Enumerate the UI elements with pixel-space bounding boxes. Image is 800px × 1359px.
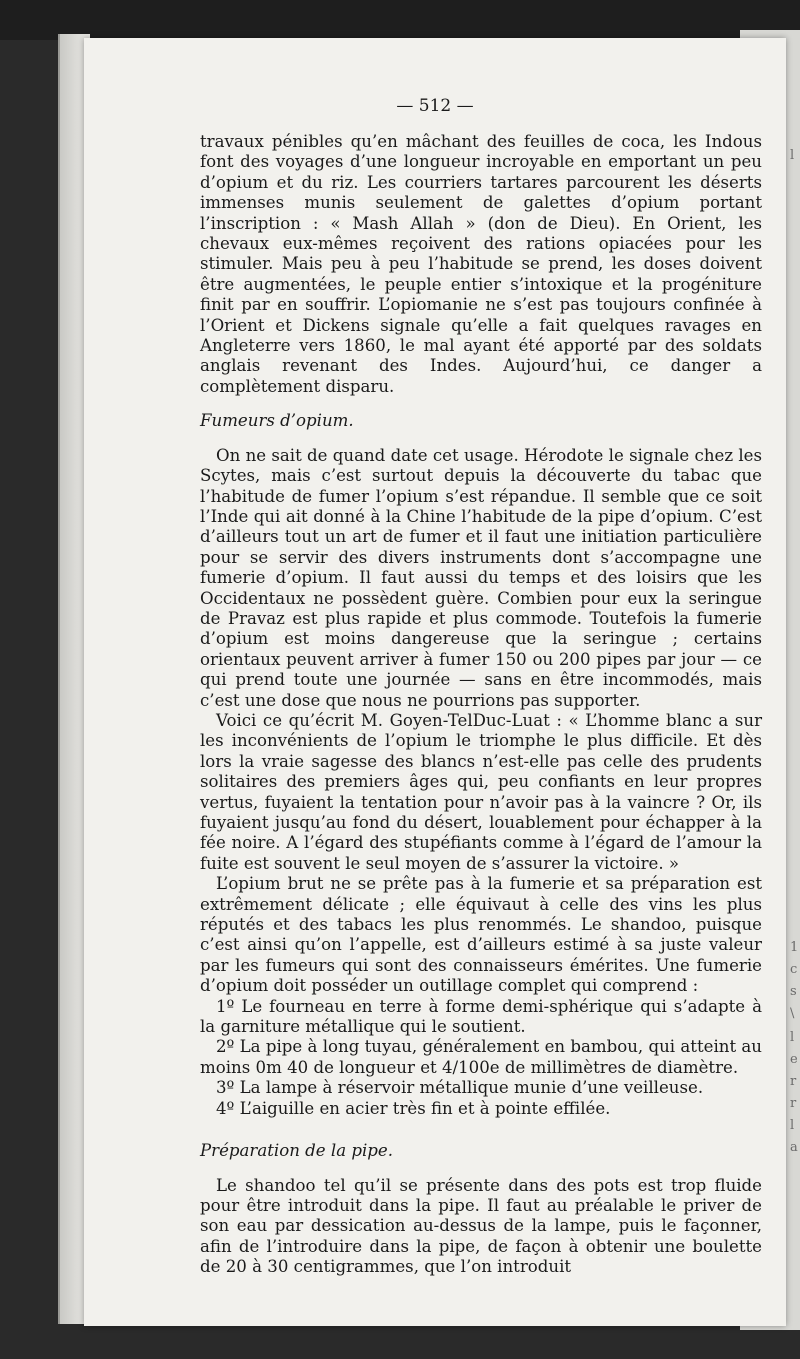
list-item: 2º La pipe à long tuyau, généralement en bambou, qui atteint au moins 0m 40 de longueur et 4/100e de millimètres de diamètre. xyxy=(200,1037,762,1077)
list-item: 1º Le fourneau en terre à forme demi-sphérique qui s’adapte à la garniture métallique qui le soutient. xyxy=(200,996,762,1037)
list-item: 4º L’aiguille en acier très fin et à pointe effilée. xyxy=(216,1098,611,1118)
paragraph: L’opium brut ne se prête pas à la fumerie et sa préparation est extrêmement délicate ; elle équivaut à celle des vins les plus réputés et des tabacs les plus renommés. Le shandoo, puisque c’est ainsi qu’on l’appelle, est d’ailleurs estimé à sa juste valeur par les fumeurs qui sont des connaisseurs émérites. Une fumerie d’opium doit posséder un outillage complet qui comprend : xyxy=(200,874,762,996)
bleed-letter: s xyxy=(790,984,797,999)
bleed-letter: \ xyxy=(790,1006,795,1021)
paragraph: Voici ce qu’écrit M. Goyen-TelDuc-Luat : « L’homme blanc a sur les inconvénients de l’opium le triomphe le plus difficile. Et dès lors la vraie sagesse des blancs n’est-elle pas celle des prudents solitaires des premiers âges qui, peu confiants en leur propres vertus, fuyaient la tentation pour n’avoir pas à la vaincre ? Or, ils fuyaient jusqu’au fond du désert, louablement pour échapper à la fée noire. A l’égard des stupéfiants comme à l’égard de l’amour la fuite est souvent le seul moyen de s’assurer la victoire. » xyxy=(200,710,762,873)
bleed-letter: l xyxy=(790,148,795,163)
bleed-letter: l xyxy=(790,1118,795,1133)
scan-backdrop xyxy=(0,0,800,40)
bleed-letter: c xyxy=(790,962,798,977)
paragraph: On ne sait de quand date cet usage. Hérodote le signale chez les Scytes, mais c’est surtout depuis la découverte du tabac que l’habitude de fumer l’opium s’est répandue. Il semble que ce soit l’Inde qui ait donné à la Chine l’habitude de la pipe d’opium. C’est d’ailleurs tout un art de fumer et il faut une initiation particulière pour se servir des divers instruments dont s’accompagne une fumerie d’opium. Il faut aussi du temps et des loisirs que les Occidentaux ne possèdent guère. Combien pour eux la seringue de Pravaz est plus rapide et plus commode. Toutefois la fumerie d’opium est moins dangereuse que la seringue ; certains orientaux peuvent arriver à fumer 150 ou 200 pipes par jour — ce qui prend toute une journée — sans en être incommodés, mais c’est une dose que nous ne pourrions pas supporter. xyxy=(200,445,762,710)
bleed-letter: e xyxy=(790,1052,798,1067)
section-heading: Préparation de la pipe. xyxy=(200,1141,394,1161)
paragraph: Le shandoo tel qu’il se présente dans des pots est trop fluide pour être introduit dans la pipe. Il faut au préalable le priver de son eau par dessication au-dessus de la lampe, puis le façonner, afin de l’introduire dans la pipe, de façon à obtenir une boulette de 20 à 30 centigrammes, que l’on introduit xyxy=(200,1175,762,1277)
book-page xyxy=(84,38,786,1326)
bleed-letter: r xyxy=(790,1074,797,1089)
page-number: — 512 — xyxy=(396,96,474,116)
body-text xyxy=(200,132,762,1278)
list-item: 3º La lampe à réservoir métallique munie d’une veilleuse. xyxy=(216,1078,704,1098)
bleed-letter: r xyxy=(790,1096,797,1111)
section-heading: Fumeurs d’opium. xyxy=(200,411,354,431)
bleed-letter: l xyxy=(790,1030,795,1045)
bleed-letter: 1 xyxy=(790,940,799,955)
paragraph: travaux pénibles qu’en mâchant des feuilles de coca, les Indous font des voyages d’une longueur incroyable en emportant un peu d’opium et du riz. Les courriers tartares parcourent les déserts immenses munis seulement de galettes d’opium portant l’inscription : « Mash Allah » (don de Dieu). En Orient, les chevaux eux-mêmes reçoivent des rations opiacées pour les stimuler. Mais peu à peu l’habitude se prend, les doses doivent être augmentées, le peuple entier s’intoxique et la progéniture finit par en souffrir. L’opiomanie ne s’est pas toujours confinée à l’Orient et Dickens signale qu’elle a fait quelques ravages en Angleterre vers 1860, le mal ayant été apporté par des soldats anglais revenant des Indes. Aujourd’hui, ce danger a complètement disparu. xyxy=(200,132,762,396)
bleed-letter: a xyxy=(790,1140,798,1155)
